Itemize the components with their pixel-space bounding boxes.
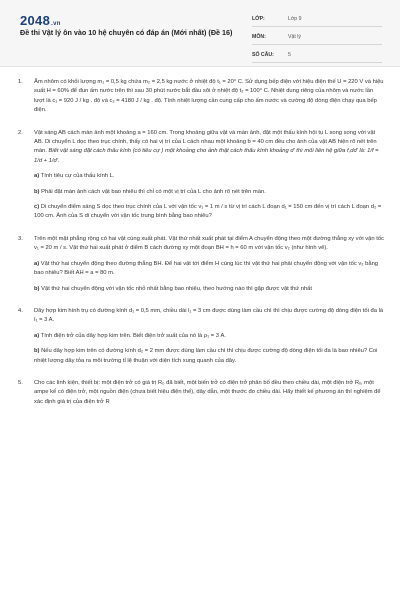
part-text: Di chuyển điểm sáng S dọc theo trục chính của L với vận tốc v₁ = 1 m / s từ vị trí cách L đoạn d₁ = 150 cm đến vị trí cách L đoạn d₂ = 100 cm. Ảnh của S di chuyển với vận tốc trung bình bằng bao nhiêu? xyxy=(34,204,382,220)
part-text: Tính điện trở của dây hợp kim trên. Biết điện trở suất của nó là ρ₁ = 3 A. xyxy=(40,332,227,339)
question-part xyxy=(34,188,384,197)
meta-key: SỐ CÂU: xyxy=(252,52,274,58)
part-label: b) xyxy=(34,188,40,195)
document-title: Đề thi Vật lý ôn vào 10 hệ chuyên có đáp án (Mới nhất) (Đề 16) xyxy=(20,28,233,37)
question-hint: Biết vật sáng đặt cách thấu kính (có tiêu cự ) một khoảng cho ảnh thật cách thấu kính khoảng d' thì mối liên hệ giữa f,dd' là: 1/f = 1/d + 1/d'. xyxy=(34,148,379,164)
meta-key: MÔN: xyxy=(252,34,266,40)
question-list xyxy=(18,78,384,407)
question-number: 4. xyxy=(18,307,23,314)
question-number: 3. xyxy=(18,235,23,242)
question-5 xyxy=(18,379,384,407)
meta-row-subject xyxy=(252,30,382,45)
question-text: Cho các linh kiện, thiết bị: một điện trở có giá trị R₀ đã biết, một biến trở có điện trở phân bố đều theo chiều dài, một điện trở Rₓ, một ampe kế có điện trở, một nguồn điện (chưa biết hiệu điện thế), dây dẫn, một thước đo chiều dài. Hãy thiết kế phương án thí nghiệm để xác định giá trị của điện trở R xyxy=(34,379,381,405)
question-part xyxy=(34,203,384,222)
document-header xyxy=(0,0,400,67)
question-1 xyxy=(18,78,384,116)
question-text: Trên một mặt phẳng rộng có hai vật cùng xuất phát. Vật thứ nhất xuất phát tại điểm A chuyển động theo một đường thẳng xy với vận tốc v₁ = 20 m / s. Vật thứ hai xuất phát ở điểm B cách đường xy một đoạn BH = h = 60 m với vận tốc v₂ (như hình vẽ). xyxy=(34,235,384,252)
question-2 xyxy=(18,129,384,222)
logo-main: 2048 xyxy=(20,13,51,28)
meta-row-class xyxy=(252,12,382,27)
part-text: Tính tiêu cự của thấu kính L. xyxy=(40,173,115,180)
part-label: a) xyxy=(34,260,40,267)
part-label: c) xyxy=(34,204,40,211)
part-label: a) xyxy=(34,173,40,180)
meta-key: LỚP: xyxy=(252,16,265,22)
site-logo[interactable] xyxy=(20,13,61,28)
meta-value: Vật lý xyxy=(288,34,301,40)
part-label: a) xyxy=(34,332,40,339)
question-text: Ấm nhôm có khối lượng m₁ = 0,5 kg chứa m₂ = 2,5 kg nước ở nhiệt độ t₁ = 20° C. Sử dụng bếp điện với hiệu điện thế U = 220 V và hiệu suất H = 60% để đun ấm nước trên thì sau 30 phút nước bắt đầu sôi ở nhiệt độ t₂ = 100° C. Nhiệt dung riêng của nhôm và nước lần lượt là c₁ = 920 J / kg . độ và c₂ = 4180 J / kg . độ. Tính nhiệt lượng cần cung cấp cho ấm nước và cường độ dòng điện chạy qua bếp điện. xyxy=(34,79,384,114)
question-number: 1. xyxy=(18,79,23,85)
question-4 xyxy=(18,307,384,366)
question-number: 5. xyxy=(18,379,23,386)
part-text: Phải đặt màn ảnh cách vật bao nhiêu thì chỉ có một vị trí của L cho ảnh rõ nét trên màn. xyxy=(41,188,266,195)
question-part xyxy=(34,172,384,181)
document-meta xyxy=(252,12,382,66)
question-part xyxy=(34,347,384,366)
question-part xyxy=(34,285,384,294)
part-label: b) xyxy=(34,285,40,292)
part-text: Vật thứ hai chuyển động theo đường thẳng BH. Để hai vật tới điểm H cùng lúc thì vật thứ hai phải chuyển động với vận tốc v₂ bằng bao nhiêu? Biết AH = a = 80 m. xyxy=(34,260,379,277)
part-text: Nếu dây hợp kim trên có đường kính d₂ = 2 mm được dùng làm cầu chì thì chịu được cường độ dòng điện tối đa là bao nhiêu? Coi nhiệt lượng dây tỏa ra môi trường tỉ lệ thuận với diện tích xung quanh của dây. xyxy=(34,348,378,364)
question-part xyxy=(34,332,384,341)
meta-value: 5 xyxy=(288,52,291,58)
part-text: Vật thứ hai chuyển động với vận tốc nhỏ nhất bằng bao nhiêu, theo hướng nào thì gặp được vật thứ nhất xyxy=(41,285,313,292)
question-text: Dây hợp kim hình trụ có đường kính d₁ = 0,5 mm, chiều dài l₁ = 3 cm được dùng làm cầu chì thì chịu được cường độ dòng điện tối đa là I₁ = 3 A. xyxy=(34,307,384,324)
question-text: Vật sáng AB cách màn ảnh một khoảng a = 160 cm. Trong khoảng giữa vật và màn ảnh, đặt một thấu kính hội tụ L song song với vật AB. Di chuyển L dọc theo trục chính, thấy có hai vị trí của L cách nhau một khoảng b = 40 cm đều cho ảnh của vật AB hiện rõ nét trên màn. xyxy=(34,129,377,155)
question-number: 2. xyxy=(18,129,23,136)
meta-row-count xyxy=(252,48,382,63)
part-label: b) xyxy=(34,348,40,355)
logo-suffix: .vn xyxy=(51,21,61,27)
question-3 xyxy=(18,235,384,294)
question-part xyxy=(34,260,384,279)
meta-value: Lớp 9 xyxy=(288,16,302,22)
